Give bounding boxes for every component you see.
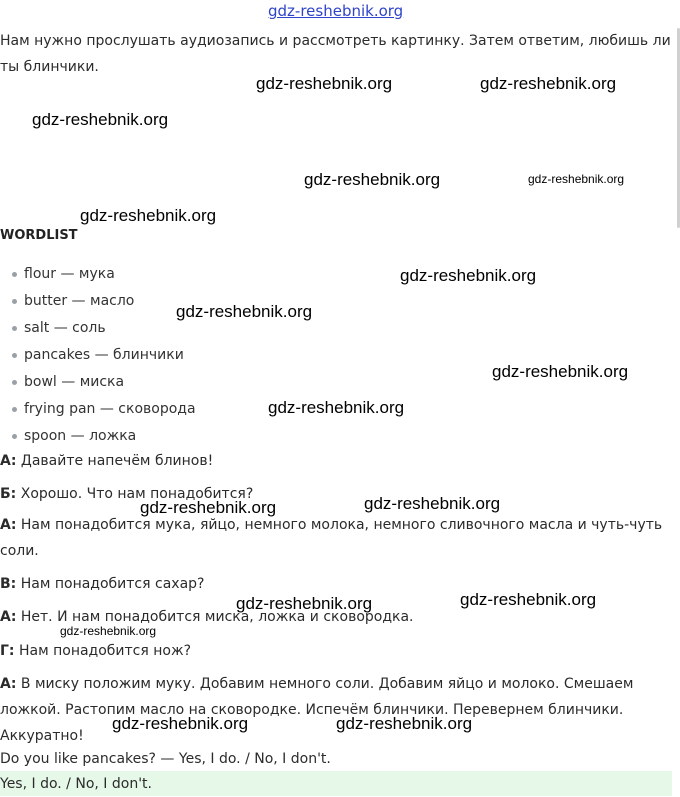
dialogue-line: Б: Хорошо. Что нам понадобится? bbox=[0, 486, 254, 502]
bullet-icon bbox=[12, 353, 17, 358]
bullet-icon bbox=[12, 407, 17, 412]
bullet-icon bbox=[12, 434, 17, 439]
watermark: gdz-reshebnik.org bbox=[32, 110, 169, 129]
site-link[interactable]: gdz-reshebnik.org bbox=[268, 2, 404, 20]
watermark: gdz-reshebnik.org bbox=[80, 206, 217, 225]
watermark: gdz-reshebnik.org bbox=[236, 594, 373, 613]
watermark: gdz-reshebnik.org bbox=[256, 74, 393, 93]
watermark: gdz-reshebnik.org bbox=[364, 494, 501, 513]
dialogue-line: А: Нет. И нам понадобится миска, ложка и сковородка. bbox=[0, 609, 414, 625]
wordlist-heading: WORDLIST bbox=[0, 228, 78, 243]
watermark: gdz-reshebnik.org bbox=[492, 362, 629, 381]
dialogue-line: Г: Нам понадобится нож? bbox=[0, 643, 192, 659]
intro-text: Нам нужно прослушать аудиозапись и рассмотреть картинку. Затем ответим, любишь ли ты блинчики. bbox=[0, 33, 671, 75]
watermark: gdz-reshebnik.org bbox=[140, 498, 277, 517]
answer-box bbox=[0, 771, 672, 796]
watermark: gdz-reshebnik.org bbox=[480, 74, 617, 93]
list-item: flour — мука bbox=[12, 262, 196, 289]
list-item: butter — масло bbox=[12, 289, 196, 316]
list-item: spoon — ложка bbox=[12, 424, 196, 451]
watermark: gdz-reshebnik.org bbox=[268, 398, 405, 417]
question-line: Do you like pancakes? — Yes, I do. / No, I don't. bbox=[0, 751, 331, 767]
watermark: gdz-reshebnik.org bbox=[176, 302, 313, 321]
bullet-icon bbox=[12, 380, 17, 385]
dialogue-line: А: В миску положим муку. Добавим немного соли. Добавим яйцо и молоко. Смешаем ложкой. Растопим масло на сковородке. Испечём блинчики. Перевернем блинчики. Аккуратно! bbox=[0, 676, 634, 744]
wordlist bbox=[12, 262, 196, 451]
bullet-icon bbox=[12, 272, 17, 277]
watermark: gdz-reshebnik.org bbox=[304, 170, 441, 189]
watermark: gdz-reshebnik.org bbox=[528, 172, 625, 186]
watermark: gdz-reshebnik.org bbox=[400, 266, 537, 285]
list-item: pancakes — блинчики bbox=[12, 343, 196, 370]
dialogue-line: А: Нам понадобится мука, яйцо, немного молока, немного сливочного масла и чуть-чуть соли. bbox=[0, 517, 663, 559]
list-item: salt — соль bbox=[12, 316, 196, 343]
dialogue-line: В: Нам понадобится сахар? bbox=[0, 576, 205, 592]
list-item: frying pan — сковорода bbox=[12, 397, 196, 424]
watermark: gdz-reshebnik.org bbox=[60, 624, 157, 638]
bullet-icon bbox=[12, 326, 17, 331]
watermark: gdz-reshebnik.org bbox=[336, 714, 473, 733]
watermark: gdz-reshebnik.org bbox=[112, 714, 249, 733]
bullet-icon bbox=[12, 299, 17, 304]
watermark: gdz-reshebnik.org bbox=[460, 590, 597, 609]
list-item: bowl — миска bbox=[12, 370, 196, 397]
dialogue-line: А: Давайте напечём блинов! bbox=[0, 453, 214, 469]
answer-text: Yes, I do. / No, I don't. bbox=[0, 776, 152, 792]
